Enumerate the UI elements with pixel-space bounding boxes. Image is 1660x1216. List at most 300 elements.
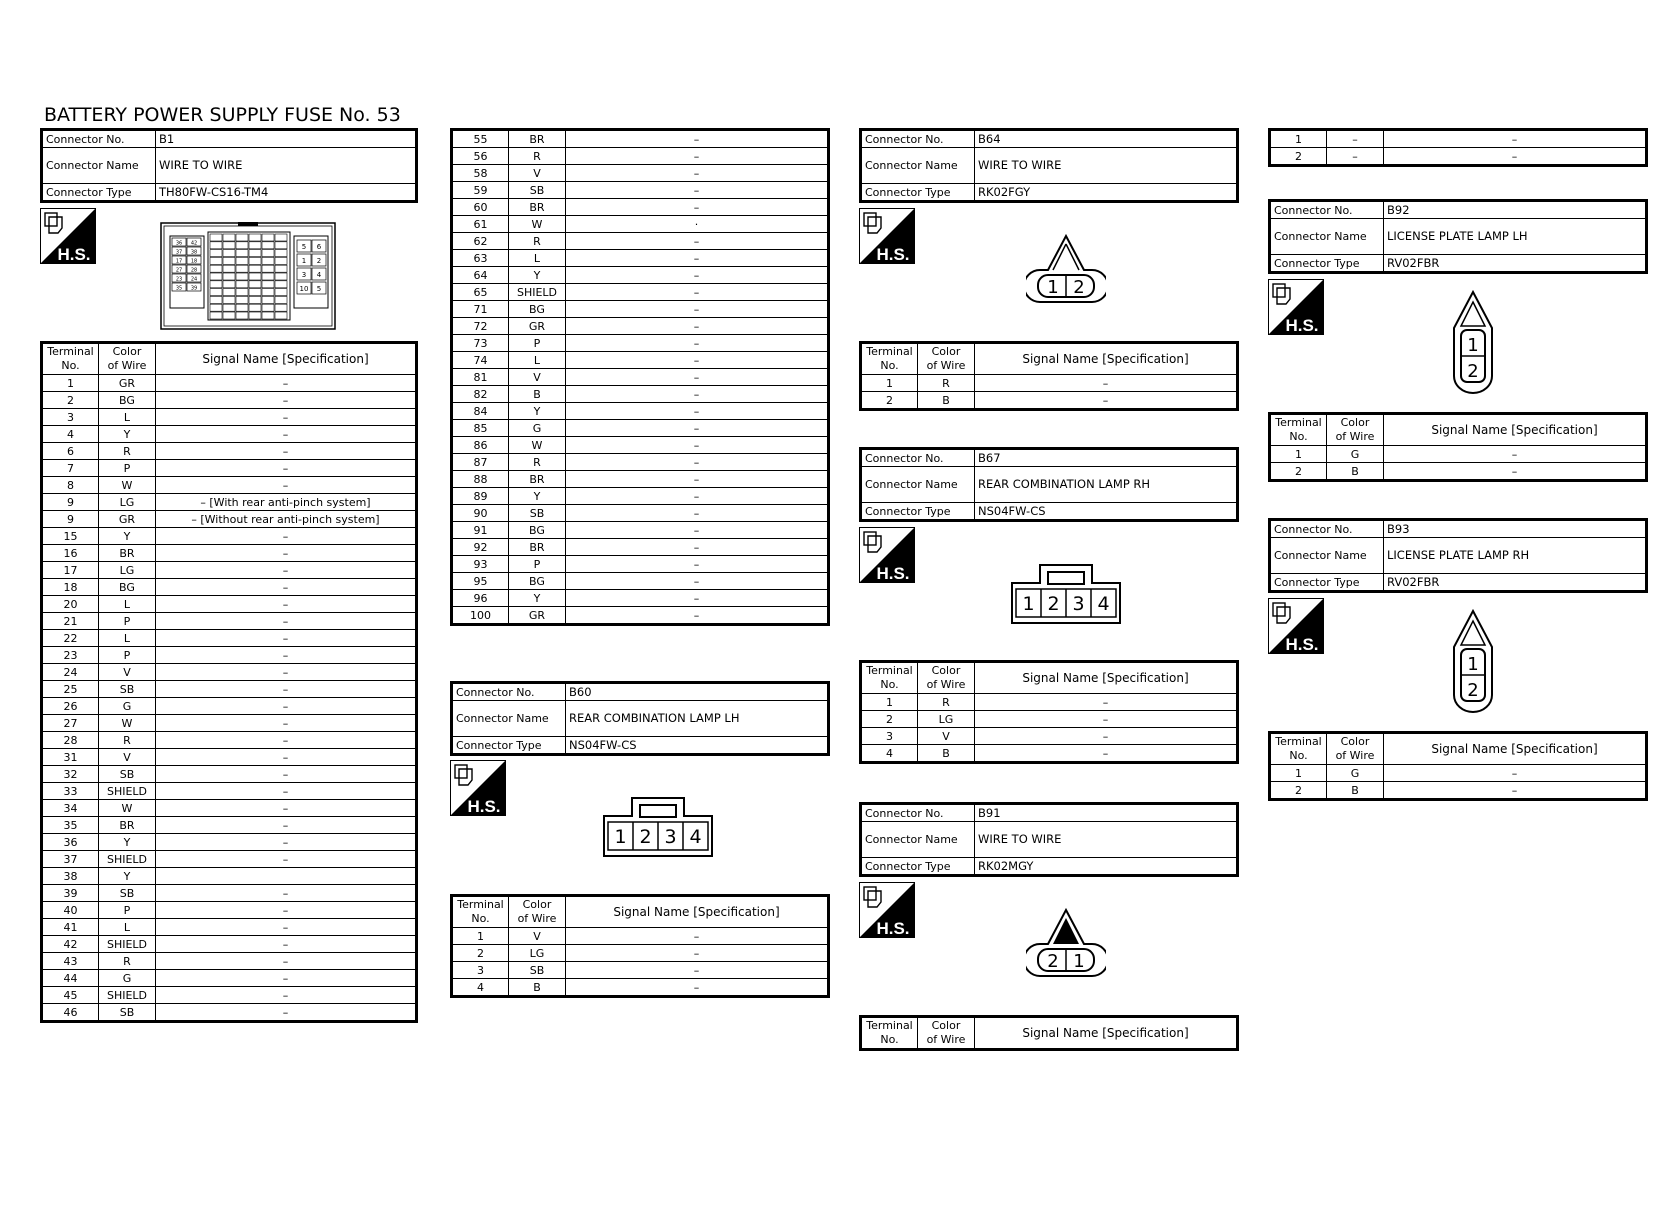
signal-name-cell: – [156, 783, 417, 800]
wire-color-cell: BG [509, 522, 566, 539]
table-row [452, 199, 829, 216]
signal-name-cell: – [975, 392, 1238, 410]
b67-terminal-table [859, 660, 1239, 764]
signal-name-cell: – [566, 590, 829, 607]
table-row [42, 766, 417, 783]
table-row [42, 409, 417, 426]
table-row [42, 511, 417, 528]
connector-no-label: Connector No. [861, 804, 975, 822]
cavity [249, 234, 261, 241]
b67-connector-face-icon [1010, 563, 1122, 625]
pin-label: 2 [1047, 951, 1059, 972]
table-row [42, 426, 417, 443]
b1-terminal-table-cont [450, 128, 830, 626]
signal-name-cell: – [156, 936, 417, 953]
terminal-no-cell: 2 [1270, 463, 1327, 481]
connector-name-label: Connector Name [861, 148, 975, 184]
signal-name-cell: – [156, 681, 417, 698]
terminal-no-cell: 55 [452, 130, 509, 148]
terminal-no-cell: 4 [452, 979, 509, 997]
hs-label: H.S. [467, 797, 501, 816]
table-row [1270, 446, 1647, 463]
wire-color-cell: Y [99, 528, 156, 545]
color-of-wire-header: Color of Wire [509, 896, 566, 928]
terminal-no-cell: 3 [861, 728, 918, 745]
cavity [223, 304, 235, 311]
signal-name-cell: – [566, 403, 829, 420]
terminal-no-cell: 91 [452, 522, 509, 539]
table-row [42, 987, 417, 1004]
signal-name-cell: – [566, 369, 829, 386]
signal-name-header: Signal Name [Specification] [1384, 414, 1647, 446]
wire-color-cell: LG [99, 494, 156, 511]
connector-type-label: Connector Type [452, 737, 566, 755]
terminal-no-header: Terminal No. [452, 896, 509, 928]
signal-name-cell: – [156, 579, 417, 596]
cavity [262, 296, 274, 303]
signal-name-cell: – [156, 1004, 417, 1022]
wire-color-cell: LG [918, 711, 975, 728]
wire-color-cell: W [99, 715, 156, 732]
terminal-no-cell: 93 [452, 556, 509, 573]
terminal-no-cell: 62 [452, 233, 509, 250]
cavity [223, 265, 235, 272]
signal-name-cell: – [566, 573, 829, 590]
table-row [42, 528, 417, 545]
wire-color-cell: B [1327, 782, 1384, 800]
wire-color-cell: SB [99, 1004, 156, 1022]
cavity-label: 2 [316, 257, 322, 265]
wire-color-cell: BG [99, 579, 156, 596]
wire-color-cell: SHIELD [99, 987, 156, 1004]
terminal-no-cell: 25 [42, 681, 99, 698]
signal-name-cell: – [566, 233, 829, 250]
table-row [42, 732, 417, 749]
table-row [42, 936, 417, 953]
wire-color-cell: V [509, 369, 566, 386]
wire-color-cell: G [1327, 446, 1384, 463]
wire-color-cell: B [918, 745, 975, 763]
table-row [452, 386, 829, 403]
terminal-no-cell: 36 [42, 834, 99, 851]
table-row [452, 945, 829, 962]
cavity [249, 257, 261, 264]
table-row [861, 392, 1238, 410]
cavity [249, 289, 261, 296]
cavity [262, 242, 274, 249]
wire-color-cell: Y [509, 403, 566, 420]
terminal-no-cell: 63 [452, 250, 509, 267]
terminal-no-cell: 74 [452, 352, 509, 369]
cavity [275, 281, 287, 288]
wire-color-cell: G [1327, 765, 1384, 782]
wire-color-cell: G [99, 698, 156, 715]
terminal-no-cell: 87 [452, 454, 509, 471]
wire-color-cell: L [99, 596, 156, 613]
table-row [42, 613, 417, 630]
table-row [452, 233, 829, 250]
table-row [42, 902, 417, 919]
terminal-no-cell: 59 [452, 182, 509, 199]
signal-name-cell: – [566, 979, 829, 997]
cavity [262, 257, 274, 264]
wire-color-cell: B [918, 392, 975, 410]
wire-color-cell: GR [99, 511, 156, 528]
signal-name-cell: – [156, 426, 417, 443]
terminal-no-cell: 84 [452, 403, 509, 420]
connector-name-label: Connector Name [861, 822, 975, 858]
signal-name-cell: – [566, 556, 829, 573]
cavity-label: 5 [316, 285, 322, 293]
signal-name-cell: – [156, 715, 417, 732]
cavity-label: 10 [299, 285, 309, 293]
terminal-no-cell: 81 [452, 369, 509, 386]
cavity-label: 42 [190, 240, 198, 247]
terminal-no-cell: 22 [42, 630, 99, 647]
terminal-no-cell: 9 [42, 494, 99, 511]
signal-name-cell: – [566, 962, 829, 979]
cavity-label: 6 [316, 243, 322, 251]
wire-color-cell: SHIELD [99, 783, 156, 800]
wire-color-cell: BR [509, 539, 566, 556]
terminal-no-cell: 65 [452, 284, 509, 301]
b1-connector-name: WIRE TO WIRE [156, 148, 417, 184]
wire-color-cell: P [99, 902, 156, 919]
wire-color-cell: R [99, 443, 156, 460]
color-of-wire-header: Color of Wire [1327, 733, 1384, 765]
cavity [210, 312, 222, 319]
signal-name-cell: – [156, 460, 417, 477]
wire-color-cell: BG [99, 392, 156, 409]
table-row [452, 590, 829, 607]
terminal-no-header: Terminal No. [861, 662, 918, 694]
terminal-no-header: Terminal No. [861, 343, 918, 375]
cavity [223, 242, 235, 249]
cavity-label: 37 [175, 249, 183, 256]
signal-name-cell: – [566, 454, 829, 471]
signal-name-cell: – [566, 928, 829, 945]
table-row [42, 851, 417, 868]
cavity-label: 38 [190, 249, 198, 256]
table-row [861, 375, 1238, 392]
b1-header-table [40, 128, 418, 203]
signal-name-cell: – [With rear anti-pinch system] [156, 494, 417, 511]
wire-color-cell: R [918, 375, 975, 392]
cavity [223, 250, 235, 257]
pin-label: 3 [1072, 593, 1085, 615]
wire-color-cell: SB [99, 681, 156, 698]
cavity [249, 312, 261, 319]
b64-header-table [859, 128, 1239, 203]
b67-connector-type: NS04FW-CS [975, 503, 1238, 521]
signal-name-cell: – [566, 352, 829, 369]
pin-label: 1 [1047, 277, 1059, 298]
terminal-no-cell: 92 [452, 539, 509, 556]
table-row [42, 460, 417, 477]
hs-icon [859, 527, 915, 583]
wire-color-cell: LG [99, 562, 156, 579]
signal-name-cell: – [566, 505, 829, 522]
table-row [42, 664, 417, 681]
wire-color-cell: G [509, 420, 566, 437]
pin-label: 4 [689, 826, 702, 848]
table-row [452, 267, 829, 284]
b1-connector-no: B1 [156, 130, 417, 148]
b93-connector-no: B93 [1384, 520, 1647, 538]
signal-name-cell: – [566, 607, 829, 625]
wire-color-cell: SB [509, 962, 566, 979]
terminal-no-header: Terminal No. [861, 1017, 918, 1050]
terminal-no-cell: 31 [42, 749, 99, 766]
terminal-no-cell: 1 [1270, 446, 1327, 463]
terminal-no-cell: 3 [42, 409, 99, 426]
signal-name-cell: – [156, 545, 417, 562]
cavity [275, 273, 287, 280]
cavity [210, 296, 222, 303]
signal-name-cell: – [156, 647, 417, 664]
signal-name-cell: – [566, 318, 829, 335]
table-row [42, 562, 417, 579]
terminal-no-cell: 40 [42, 902, 99, 919]
b91-terminal-table-cont [1268, 128, 1648, 167]
wire-color-cell: SHIELD [509, 284, 566, 301]
cavity [249, 296, 261, 303]
table-row [42, 749, 417, 766]
signal-name-cell: – [566, 522, 829, 539]
table-row [42, 817, 417, 834]
cavity-label: 24 [190, 276, 198, 283]
terminal-no-cell: 37 [42, 851, 99, 868]
wire-color-cell: Y [99, 834, 156, 851]
table-row [42, 885, 417, 902]
table-row [1270, 782, 1647, 800]
cavity-label: 23 [175, 276, 183, 283]
table-row [452, 182, 829, 199]
terminal-no-cell: 4 [42, 426, 99, 443]
terminal-no-cell: 42 [42, 936, 99, 953]
terminal-no-cell: 86 [452, 437, 509, 454]
b60-connector-no: B60 [566, 683, 829, 701]
pin-label: 3 [664, 826, 677, 848]
terminal-no-cell: 89 [452, 488, 509, 505]
table-row [861, 694, 1238, 711]
signal-name-cell: – [566, 335, 829, 352]
wire-color-cell: Y [509, 488, 566, 505]
wire-color-cell: R [99, 732, 156, 749]
b92-connector-no: B92 [1384, 201, 1647, 219]
terminal-no-cell: 27 [42, 715, 99, 732]
b67-connector-no: B67 [975, 449, 1238, 467]
cavity [275, 257, 287, 264]
terminal-no-cell: 43 [42, 953, 99, 970]
hs-label: H.S. [876, 564, 910, 583]
connector-no-label: Connector No. [861, 449, 975, 467]
hs-label: H.S. [57, 245, 91, 264]
table-row [452, 928, 829, 945]
terminal-no-cell: 20 [42, 596, 99, 613]
cavity [210, 250, 222, 257]
table-row [452, 488, 829, 505]
cavity [262, 250, 274, 257]
wire-color-cell: BR [509, 471, 566, 488]
table-row [42, 375, 417, 392]
terminal-no-cell: 1 [1270, 130, 1327, 148]
pin-label: 2 [639, 826, 652, 848]
terminal-no-cell: 18 [42, 579, 99, 596]
pin-label: 4 [1097, 593, 1110, 615]
cavity [236, 281, 248, 288]
b91-terminal-table [859, 1015, 1239, 1051]
table-row [452, 301, 829, 318]
table-row [1270, 765, 1647, 782]
pin-label: 1 [1467, 335, 1479, 356]
b1-connector-face-icon [160, 222, 336, 330]
b93-connector-name: LICENSE PLATE LAMP RH [1384, 538, 1647, 574]
signal-name-cell: – [156, 409, 417, 426]
wire-color-cell: BG [509, 301, 566, 318]
signal-name-cell: – [156, 749, 417, 766]
page-title: BATTERY POWER SUPPLY FUSE No. 53 [44, 104, 401, 126]
b93-header-table [1268, 518, 1648, 593]
hs-icon [1268, 598, 1324, 654]
table-row [42, 970, 417, 987]
terminal-no-cell: 2 [861, 392, 918, 410]
table-row [1270, 130, 1647, 148]
signal-name-cell: – [566, 471, 829, 488]
terminal-no-cell: 44 [42, 970, 99, 987]
connector-no-label: Connector No. [452, 683, 566, 701]
terminal-no-cell: 1 [861, 375, 918, 392]
terminal-no-cell: 2 [861, 711, 918, 728]
signal-name-cell: – [156, 851, 417, 868]
cavity-label: 17 [175, 258, 183, 265]
wire-color-cell: V [509, 928, 566, 945]
cavity [275, 312, 287, 319]
b64-connector-face-icon [1026, 234, 1106, 308]
cavity [236, 234, 248, 241]
signal-name-cell: – [975, 745, 1238, 763]
signal-name-cell: – [566, 130, 829, 148]
cavity [275, 289, 287, 296]
b91-connector-no: B91 [975, 804, 1238, 822]
terminal-no-cell: 56 [452, 148, 509, 165]
b60-connector-name: REAR COMBINATION LAMP LH [566, 701, 829, 737]
terminal-no-cell: 1 [861, 694, 918, 711]
signal-name-cell: – [566, 945, 829, 962]
terminal-no-cell: 23 [42, 647, 99, 664]
color-of-wire-header: Color of Wire [1327, 414, 1384, 446]
cavity-label: 35 [175, 285, 183, 292]
wire-color-cell: SB [99, 885, 156, 902]
cavity-label: 36 [175, 240, 183, 247]
terminal-no-cell: 72 [452, 318, 509, 335]
b92-terminal-table [1268, 412, 1648, 482]
signal-name-cell: – [975, 711, 1238, 728]
table-row [42, 868, 417, 885]
table-row [42, 647, 417, 664]
signal-name-header: Signal Name [Specification] [566, 896, 829, 928]
signal-name-cell: – [1384, 148, 1647, 166]
wire-color-cell: L [99, 409, 156, 426]
table-row [452, 607, 829, 625]
table-row [452, 335, 829, 352]
terminal-no-cell: 73 [452, 335, 509, 352]
table-row [42, 596, 417, 613]
cavity [249, 242, 261, 249]
cavity [262, 312, 274, 319]
color-of-wire-header: Color of Wire [918, 343, 975, 375]
connector-type-label: Connector Type [861, 503, 975, 521]
pin-label: 1 [614, 826, 627, 848]
b1-terminal-table [40, 341, 418, 1023]
pin-label: 2 [1073, 277, 1085, 298]
terminal-no-cell: 8 [42, 477, 99, 494]
terminal-no-cell: 41 [42, 919, 99, 936]
wire-color-cell: BR [99, 545, 156, 562]
wire-color-cell: V [509, 165, 566, 182]
table-row [452, 352, 829, 369]
wire-color-cell: Y [509, 590, 566, 607]
signal-name-cell: – [156, 834, 417, 851]
hs-icon [859, 882, 915, 938]
wire-color-cell: B [1327, 463, 1384, 481]
connector-name-label: Connector Name [452, 701, 566, 737]
terminal-no-cell: 85 [452, 420, 509, 437]
terminal-no-cell: 3 [452, 962, 509, 979]
signal-name-cell: – [566, 386, 829, 403]
b92-header-table [1268, 199, 1648, 274]
terminal-no-cell: 2 [1270, 782, 1327, 800]
table-row [452, 284, 829, 301]
table-row [452, 522, 829, 539]
b93-connector-type: RV02FBR [1384, 574, 1647, 592]
signal-name-cell: – [566, 539, 829, 556]
cavity-label: 39 [190, 285, 198, 292]
table-row [42, 443, 417, 460]
signal-name-header: Signal Name [Specification] [1384, 733, 1647, 765]
b64-terminal-table [859, 341, 1239, 411]
terminal-no-cell: 96 [452, 590, 509, 607]
terminal-no-cell: 71 [452, 301, 509, 318]
table-row [452, 573, 829, 590]
terminal-no-cell: 46 [42, 1004, 99, 1022]
cavity [223, 234, 235, 241]
wire-color-cell: Y [509, 267, 566, 284]
table-row [452, 505, 829, 522]
b92-connector-name: LICENSE PLATE LAMP LH [1384, 219, 1647, 255]
wire-color-cell: B [509, 979, 566, 997]
wire-color-cell: R [509, 148, 566, 165]
table-row [452, 556, 829, 573]
cavity [236, 257, 248, 264]
cavity-label: 5 [301, 243, 307, 251]
table-row [42, 681, 417, 698]
signal-name-header: Signal Name [Specification] [975, 662, 1238, 694]
wire-color-cell: W [99, 477, 156, 494]
wire-color-cell: R [918, 694, 975, 711]
pin-label: 1 [1467, 654, 1479, 675]
table-row [452, 962, 829, 979]
table-row [452, 165, 829, 182]
terminal-no-cell: 24 [42, 664, 99, 681]
terminal-no-cell: 45 [42, 987, 99, 1004]
b64-connector-name: WIRE TO WIRE [975, 148, 1238, 184]
terminal-no-cell: 60 [452, 199, 509, 216]
terminal-no-cell: 32 [42, 766, 99, 783]
signal-name-cell: – [566, 165, 829, 182]
wire-color-cell: – [1327, 130, 1384, 148]
signal-name-cell: – [566, 267, 829, 284]
